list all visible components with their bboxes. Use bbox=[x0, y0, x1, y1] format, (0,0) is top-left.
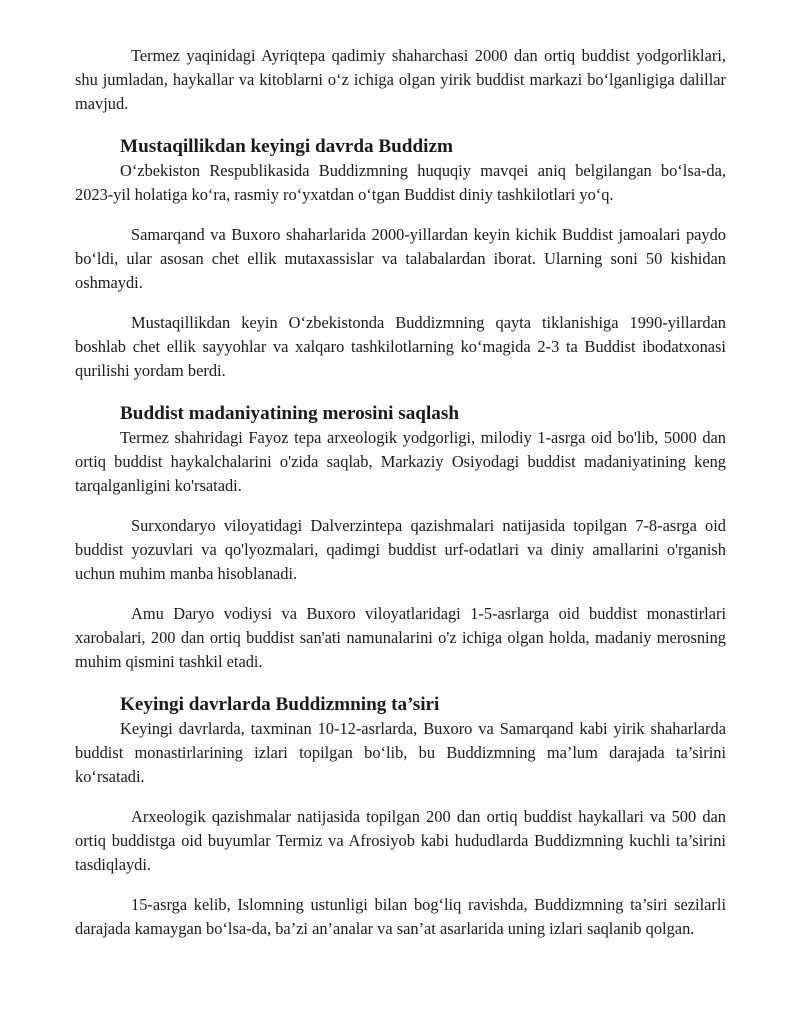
paragraph-amu-darya: Amu Daryo vodiysi va Buxoro viloyatlaridagi 1-5-asrlarga oid buddist monastirlari xarobalari, 200 dan ortiq buddist san'ati namunalarini o'z ichiga olgan holda, madaniy merosning muhim qismini tashkil etadi. bbox=[75, 604, 726, 671]
paragraph-monastery-traces: Keyingi davrlarda, taxminan 10-12-asrlarda, Buxoro va Samarqand kabi yirik shaharlarda buddist monastirlarining izlari topilgan bo‘lib, bu Buddizmning ma’lum darajada ta’sirini ko‘rsatadi. bbox=[75, 719, 726, 786]
section-heading-independence: Mustaqillikdan keyingi davrda Buddizm bbox=[120, 136, 453, 157]
document-page bbox=[75, 44, 726, 941]
paragraph-legal-status: O‘zbekiston Respublikasida Buddizmning huquqiy mavqei aniq belgilangan bo‘lsa-da, 2023-yil holatiga ko‘ra, rasmiy ro‘yxatdan o‘tgan Buddist diniy tashkilotlari yo‘q. bbox=[75, 161, 726, 204]
paragraph-communities: Samarqand va Buxoro shaharlarida 2000-yillardan keyin kichik Buddist jamoalari paydo bo‘ldi, ular asosan chet ellik mutaxassislar va talabalardan iborat. Ularning soni 50 kishidan oshmaydi. bbox=[75, 225, 726, 292]
paragraph-dalverzintepa: Surxondaryo viloyatidagi Dalverzintepa qazishmalari natijasida topilgan 7-8-asrga oid buddist yozuvlari va qo'lyozmalari, qadimgi buddist urf-odatlari va diniy amallarini o'rganish uchun muhim manba hisoblanadi. bbox=[75, 516, 726, 583]
paragraph-archaeology: Arxeologik qazishmalar natijasida topilgan 200 dan ortiq buddist haykallari va 500 dan ortiq buddistga oid buyumlar Termiz va Afrosiyob kabi hududlarda Buddizmning kuchli ta’sirini tasdiqlaydi. bbox=[75, 807, 726, 874]
section-heading-later-influence: Keyingi davrlarda Buddizmning ta’siri bbox=[120, 694, 440, 715]
paragraph-fayoz-tepa: Termez shahridagi Fayoz tepa arxeologik yodgorligi, milodiy 1-asrga oid bo'lib, 5000 dan ortiq buddist haykalchalarini o'zida saqlab, Markaziy Osiyodagi buddist madaniyatining keng tarqalganligini ko'rsatadi. bbox=[75, 428, 726, 495]
paragraph-revival: Mustaqillikdan keyin O‘zbekistonda Buddizmning qayta tiklanishiga 1990-yillardan boshlab chet ellik sayyohlar va xalqaro tashkilotlarning ko‘magida 2-3 ta Buddist ibodatxonasi qurilishi yordam berdi. bbox=[75, 313, 726, 380]
paragraph-ayriqtepa: Termez yaqinidagi Ayriqtepa qadimiy shaharchasi 2000 dan ortiq buddist yodgorliklari, shu jumladan, haykallar va kitoblarni o‘z ichiga olgan yirik buddist markazi bo‘lganligiga dalillar mavjud. bbox=[75, 46, 726, 113]
paragraph-15th-century: 15-asrga kelib, Islomning ustunligi bilan bog‘liq ravishda, Buddizmning ta’siri sezilarli darajada kamaygan bo‘lsa-da, ba’zi an’analar va san’at asarlarida uning izlari saqlanib qolgan. bbox=[75, 895, 726, 938]
section-heading-heritage: Buddist madaniyatining merosini saqlash bbox=[120, 403, 459, 424]
